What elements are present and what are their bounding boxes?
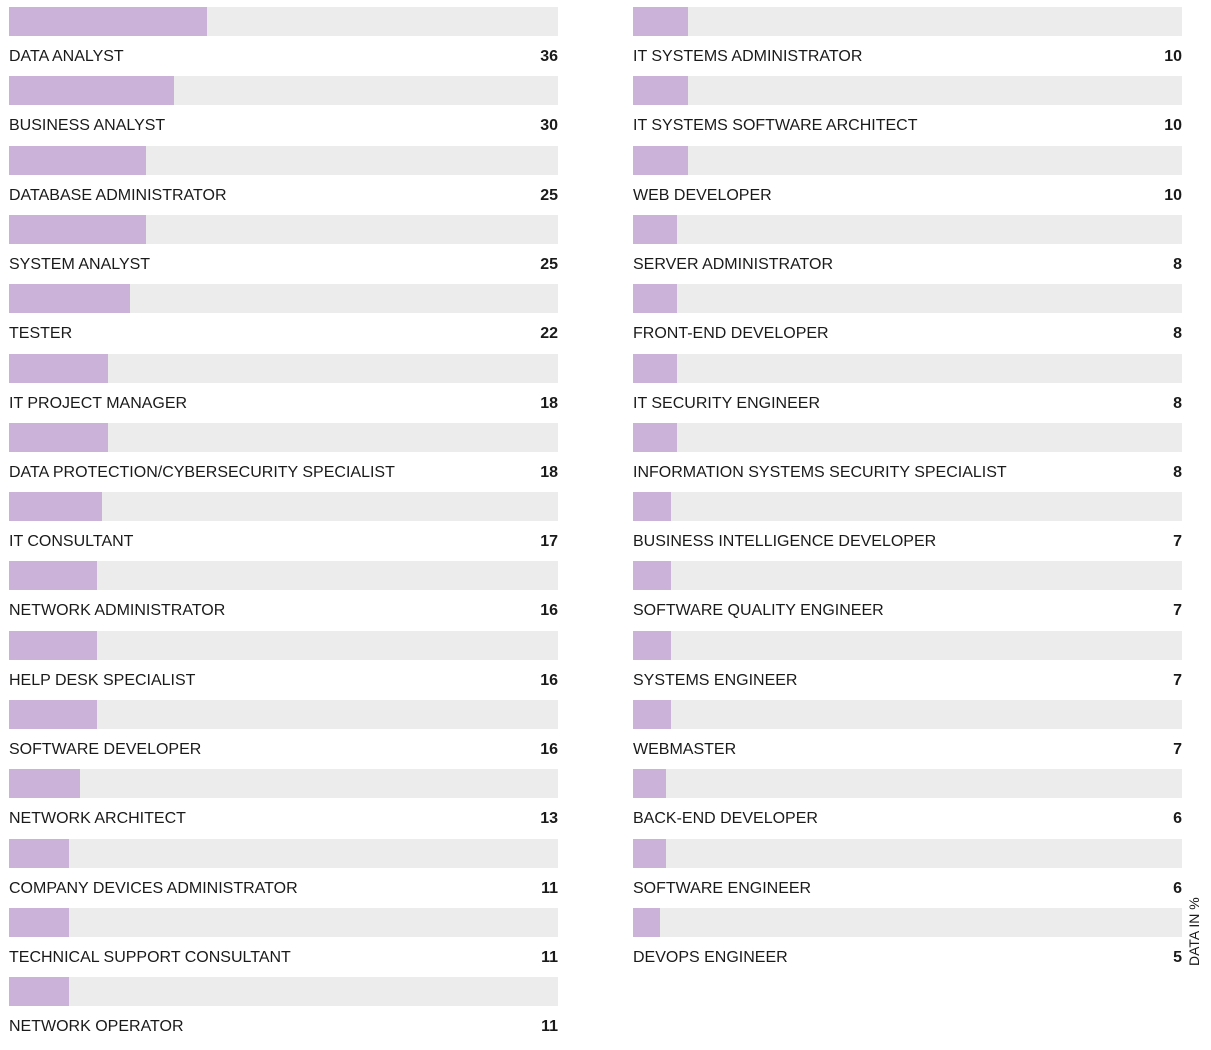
value-label: 18 [540,394,558,412]
bar-row [9,908,558,968]
bar-row [9,492,558,552]
value-label: 30 [540,117,558,135]
bar [633,561,671,590]
value-label: 18 [540,463,558,481]
value-label: 11 [541,948,558,966]
value-label: 25 [540,186,558,204]
bar [9,631,97,660]
value-label: 25 [540,255,558,273]
bar-track [633,354,1182,383]
value-label: 16 [540,741,558,758]
category-label: WEBMASTER [633,741,737,758]
category-label: DATABASE ADMINISTRATOR [9,186,227,204]
bar [633,284,677,313]
bar [633,215,677,244]
category-label: NETWORK ARCHITECT [9,810,186,828]
bar-track [633,284,1182,313]
bar [9,354,108,383]
bar-row [9,423,558,483]
category-label: TESTER [9,325,73,343]
category-label: IT SYSTEMS ADMINISTRATOR [633,48,863,65]
bar-track [9,631,558,660]
bar-track [9,977,558,1006]
bar-track [633,700,1182,729]
bar [9,215,146,244]
bar-row [9,839,558,899]
bar [633,354,677,383]
value-label: 10 [1164,48,1182,65]
bar [633,492,671,521]
category-label: NETWORK OPERATOR [9,1018,184,1036]
category-label: HELP DESK SPECIALIST [9,671,196,689]
category-label: SERVER ADMINISTRATOR [633,255,834,273]
value-label: 7 [1173,533,1182,551]
value-label: 11 [541,1018,558,1036]
value-label: 16 [540,671,558,689]
bar [9,561,97,590]
value-label: 10 [1164,117,1182,135]
category-label: IT CONSULTANT [9,533,134,551]
value-label: 6 [1173,879,1182,897]
unit-note: DATA IN % [1186,897,1202,966]
category-label: DATA PROTECTION/CYBERSECURITY SPECIALIST [9,463,395,481]
bar-track [9,839,558,868]
bar-row [9,354,558,414]
bar-row [633,423,1182,483]
bar-track [633,839,1182,868]
bar-row [9,76,558,136]
category-label: NETWORK ADMINISTRATOR [9,602,226,620]
bar [633,631,671,660]
bar [9,769,80,798]
bar [9,908,69,937]
bar-track [9,354,558,383]
bar-row [9,561,558,621]
bar-track [9,492,558,521]
bar-row [633,700,1182,760]
category-label: IT SYSTEMS SOFTWARE ARCHITECT [633,117,918,135]
bar [633,908,660,937]
value-label: 16 [540,602,558,620]
bar-row [633,492,1182,552]
bar-track [633,769,1182,798]
bar-track [9,769,558,798]
bar [9,284,130,313]
bar-track [9,76,558,105]
value-label: 7 [1173,671,1182,689]
bar-row [633,631,1182,691]
value-label: 13 [540,810,558,828]
bar [9,492,102,521]
bar-row [633,769,1182,829]
bar-track [9,284,558,313]
bar-track [633,908,1182,937]
bar-track [633,76,1182,105]
category-label: BACK-END DEVELOPER [633,810,818,828]
bar-track [633,215,1182,244]
category-label: BUSINESS ANALYST [9,117,166,135]
bar-track [633,631,1182,660]
value-label: 36 [540,48,558,65]
category-label: SOFTWARE ENGINEER [633,879,812,897]
bar [9,839,69,868]
bar [9,423,108,452]
bar-row [633,76,1182,136]
bar-track [9,7,558,36]
bar-row [9,146,558,206]
bar-track [9,561,558,590]
bar-track [9,908,558,937]
bar-track [633,561,1182,590]
bar-row [9,769,558,829]
bar-row [633,354,1182,414]
bar [9,700,97,729]
bar [633,76,688,105]
category-label: FRONT-END DEVELOPER [633,325,829,343]
bar-row [633,215,1182,275]
category-label: IT PROJECT MANAGER [9,394,188,412]
category-label: WEB DEVELOPER [633,186,772,204]
bar-track [633,7,1182,36]
bar-track [633,492,1182,521]
bar [9,977,69,1006]
value-label: 5 [1173,948,1182,966]
bar [633,7,688,36]
bar-track [633,146,1182,175]
category-label: DATA ANALYST [9,48,124,65]
bar-row [9,700,558,760]
bar-track [9,423,558,452]
bar-row [9,977,558,1037]
bar [9,7,207,36]
bar-row [633,146,1182,206]
bar [633,146,688,175]
value-label: 8 [1173,463,1182,481]
bar-row [633,839,1182,899]
category-label: SOFTWARE DEVELOPER [9,741,202,758]
value-label: 17 [540,533,558,551]
value-label: 6 [1173,810,1182,828]
category-label: SOFTWARE QUALITY ENGINEER [633,602,884,620]
bar-row [633,7,1182,67]
value-label: 7 [1173,602,1182,620]
bar-row [633,284,1182,344]
bar-track [633,423,1182,452]
value-label: 11 [541,879,558,897]
value-label: 7 [1173,741,1182,758]
category-label: SYSTEM ANALYST [9,255,151,273]
category-label: BUSINESS INTELLIGENCE DEVELOPER [633,533,937,551]
category-label: DEVOPS ENGINEER [633,948,788,966]
bar [633,700,671,729]
bar-row [9,215,558,275]
bar-row [9,7,558,67]
category-label: INFORMATION SYSTEMS SECURITY SPECIALIST [633,463,1007,481]
category-label: COMPANY DEVICES ADMINISTRATOR [9,879,298,897]
bar-row [633,908,1182,968]
bar-track [9,146,558,175]
bar [633,423,677,452]
category-label: TECHNICAL SUPPORT CONSULTANT [9,948,291,966]
bar [9,76,174,105]
bar [9,146,146,175]
bar-row [9,284,558,344]
category-label: IT SECURITY ENGINEER [633,394,820,412]
value-label: 8 [1173,394,1182,412]
value-label: 8 [1173,325,1182,343]
bar-track [9,215,558,244]
value-label: 8 [1173,255,1182,273]
bar-row [9,631,558,691]
value-label: 10 [1164,186,1182,204]
value-label: 22 [540,325,558,343]
category-label: SYSTEMS ENGINEER [633,671,798,689]
bar-row [633,561,1182,621]
bar-track [9,700,558,729]
bar [633,769,666,798]
bar [633,839,666,868]
